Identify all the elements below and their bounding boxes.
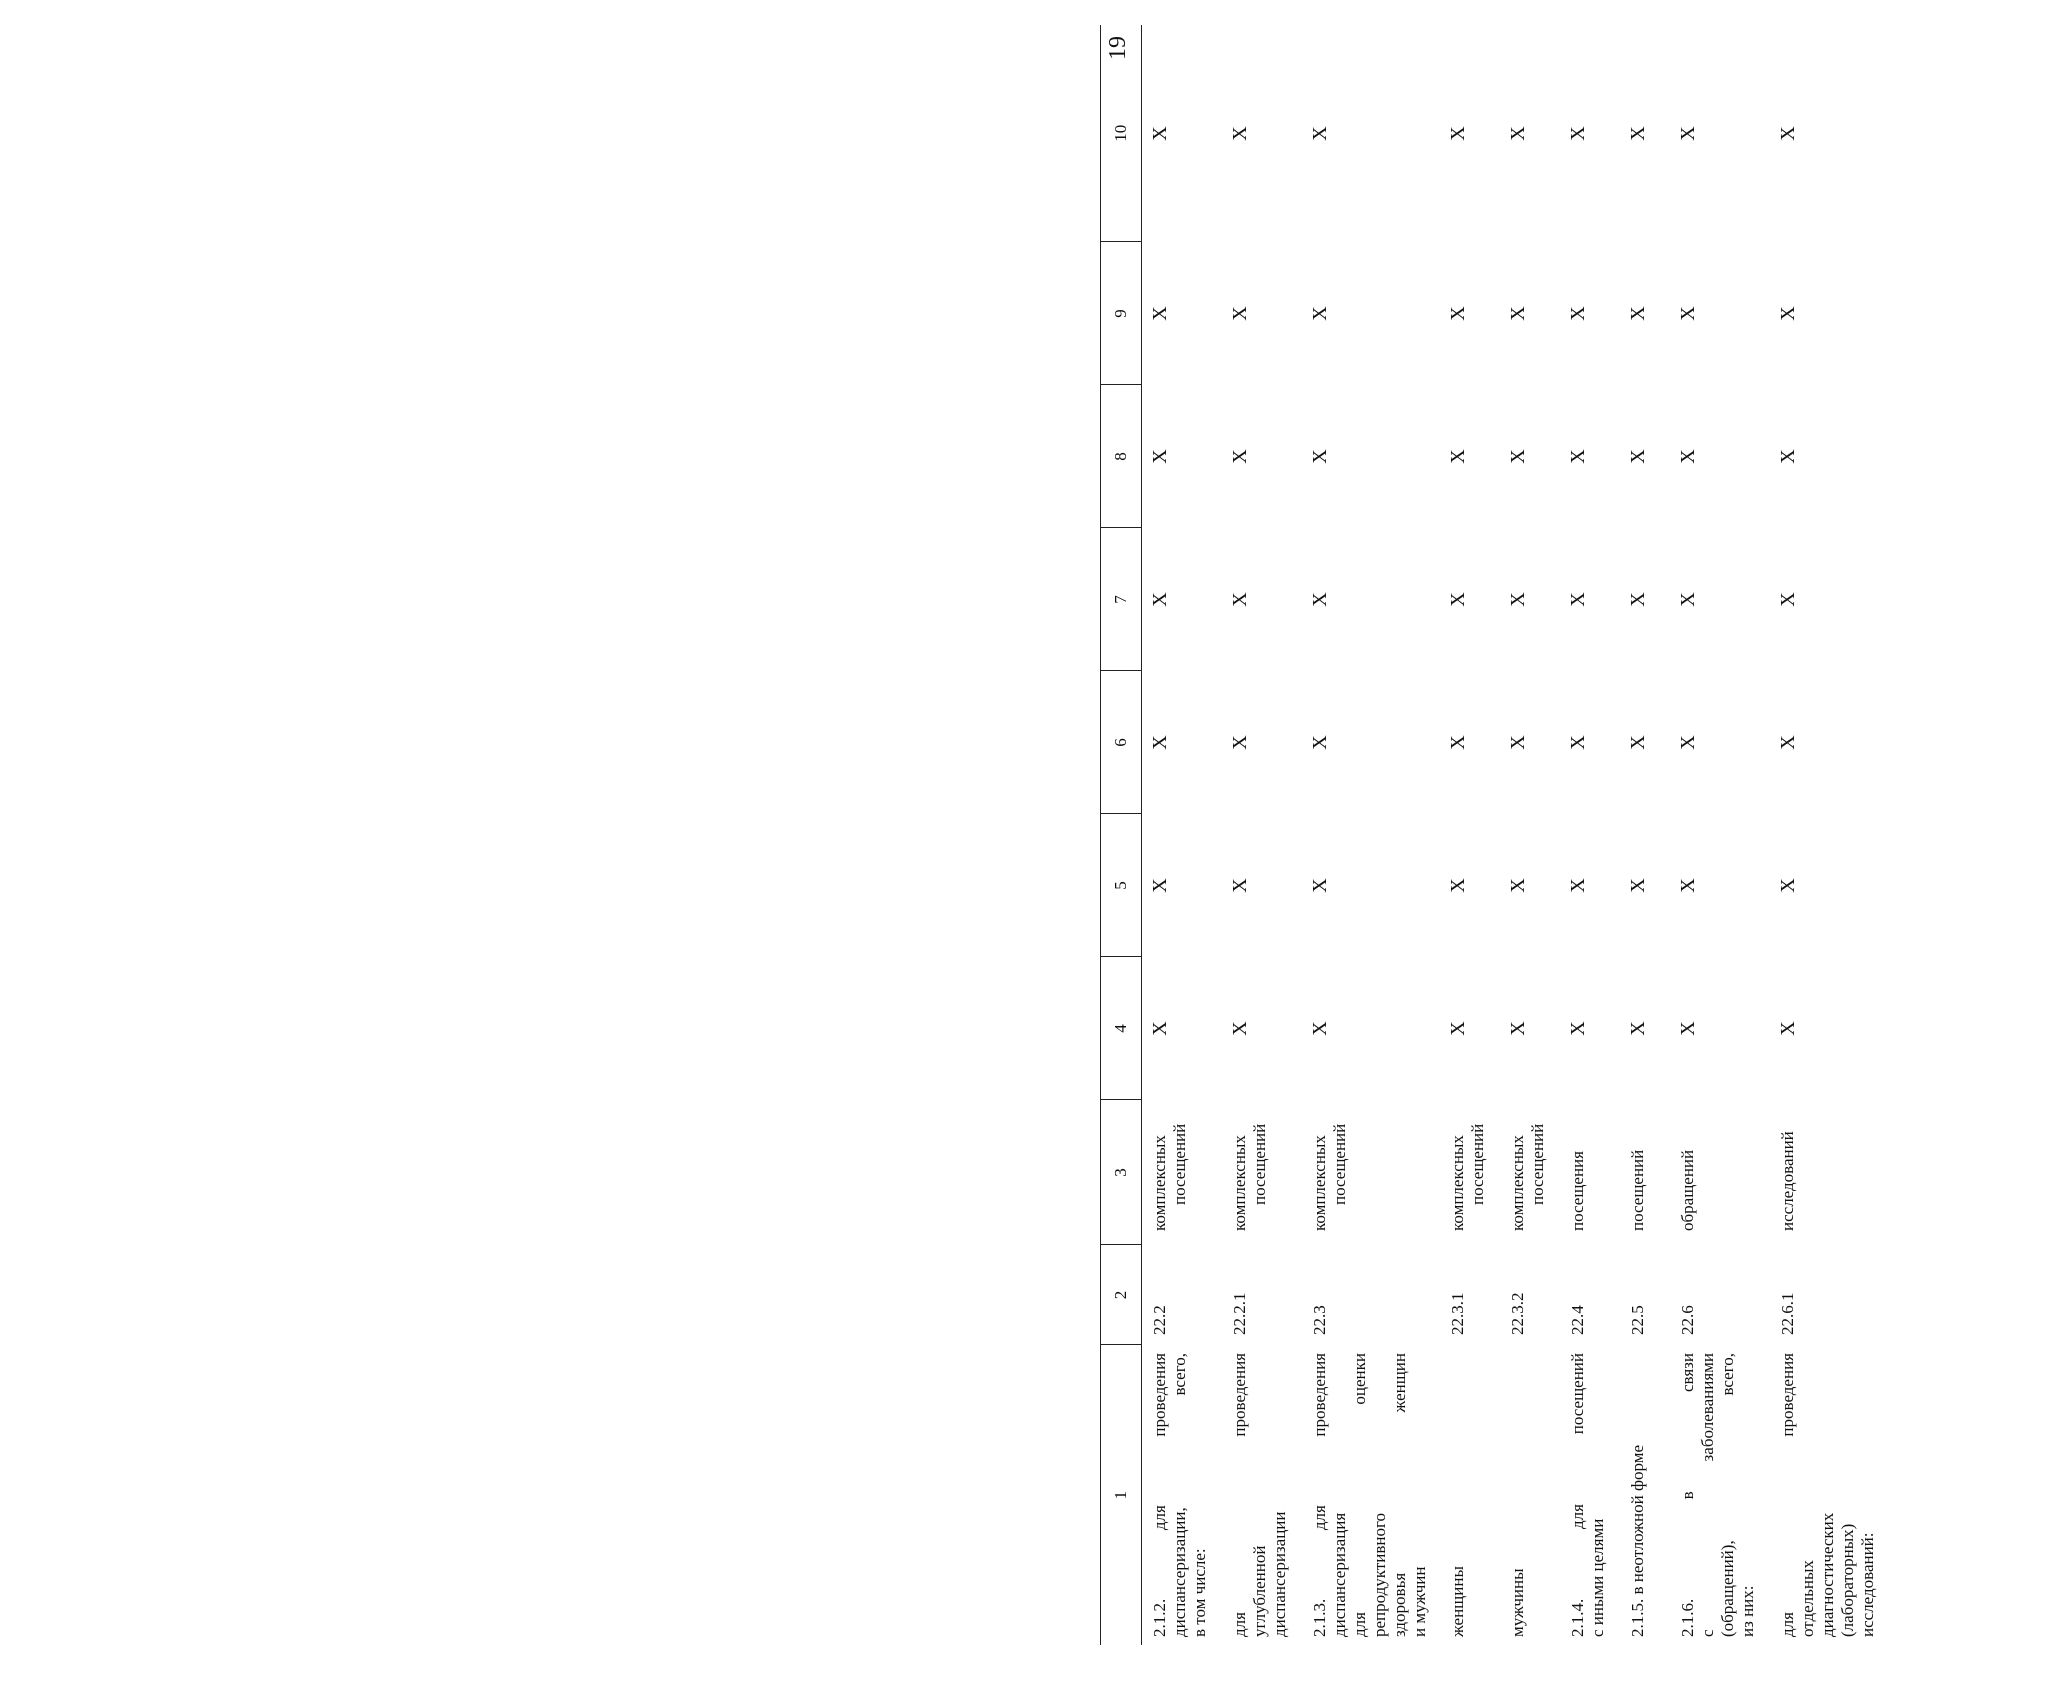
x-mark-cell: Х (1676, 449, 1699, 464)
row-name-cell (1500, 1345, 1560, 1645)
header-row (1101, 25, 1142, 1645)
x-mark-cell: Х (1506, 449, 1529, 464)
row-name-line: (обращений), всего, (1717, 1353, 1737, 1637)
row-unit-line: посещений (1170, 1123, 1189, 1205)
page-number: 19 (1105, 36, 1131, 60)
row-name-line: 2.1.3. для проведения (1309, 1353, 1329, 1637)
row-name-cell (1770, 1345, 1882, 1645)
table-body (1142, 25, 1882, 1645)
row-name-line: углубленной (1249, 1545, 1269, 1637)
x-mark-cell: Х (1149, 306, 1171, 321)
x-mark-cell: Х (1446, 735, 1469, 750)
x-mark-cell: Х (1676, 735, 1699, 750)
row-name-line: 2.1.2. для проведения (1150, 1353, 1169, 1637)
row-unit-cell (1142, 1100, 1222, 1245)
row-name-line: (лабораторных) (1837, 1523, 1857, 1637)
row-unit-cell (1222, 1100, 1302, 1245)
row-name-line: и мужчин (1409, 1566, 1429, 1637)
row-unit-line: посещений (1467, 1123, 1487, 1205)
x-mark-cell: Х (1506, 878, 1529, 893)
row-name-cell (1302, 1345, 1440, 1645)
row-unit-cell (1560, 1100, 1620, 1245)
x-mark-cell: Х (1308, 1021, 1331, 1036)
row-code-cell: 22.2 (1150, 1305, 1169, 1335)
row-name-line: в том числе: (1190, 1548, 1209, 1637)
x-mark-cell: Х (1626, 306, 1649, 321)
column-header: 10 (1101, 25, 1142, 242)
column-header: 5 (1101, 814, 1142, 957)
row-unit-cell (1302, 1100, 1440, 1245)
x-mark-cell: Х (1566, 735, 1589, 750)
row-code-cell: 22.2.1 (1229, 1292, 1249, 1335)
column-header: 1 (1101, 1345, 1142, 1645)
row-name-cell (1440, 1345, 1500, 1645)
row-unit-line: комплексных (1309, 1135, 1329, 1231)
row-unit-cell (1670, 1100, 1770, 1245)
row-name-line: с заболеваниями (1697, 1353, 1717, 1637)
row-unit-line: посещений (1329, 1123, 1349, 1205)
row-unit-cell (1500, 1100, 1560, 1245)
x-mark-cell: Х (1626, 735, 1649, 750)
x-mark-cell: Х (1676, 592, 1699, 607)
x-mark-cell: Х (1446, 592, 1469, 607)
row-name-line: диспансеризации, всего, (1170, 1353, 1189, 1637)
x-mark-cell: Х (1149, 878, 1171, 893)
row-name-line: 2.1.6. в связи (1677, 1353, 1697, 1637)
x-mark-cell: Х (1566, 449, 1589, 464)
x-mark-cell: Х (1676, 126, 1699, 141)
row-name-line: с иными целями (1587, 1518, 1607, 1637)
row-name-cell (1670, 1345, 1770, 1645)
table-row (1620, 25, 1670, 1645)
row-name-line: для оценки (1349, 1353, 1369, 1637)
x-mark-cell: Х (1776, 878, 1799, 893)
x-mark-cell: Х (1776, 126, 1799, 141)
row-code-cell: 22.4 (1567, 1305, 1587, 1335)
row-name-line: из них: (1737, 1585, 1757, 1637)
table-row (1670, 25, 1770, 1645)
x-mark-cell: Х (1506, 126, 1529, 141)
x-mark-cell: Х (1308, 592, 1331, 607)
column-header: 4 (1101, 957, 1142, 1100)
x-mark-cell: Х (1506, 592, 1529, 607)
row-name-line: исследований: (1857, 1532, 1877, 1637)
row-name-line: женщины (1447, 1566, 1467, 1637)
row-unit-line: комплексных (1229, 1135, 1249, 1231)
row-name-line: диспансеризации (1269, 1511, 1289, 1637)
x-mark-cell: Х (1446, 1021, 1469, 1036)
row-unit-line: исследований (1777, 1131, 1797, 1231)
row-name-line: мужчины (1507, 1568, 1527, 1637)
row-name-line: диагностических (1817, 1512, 1837, 1637)
row-unit-line: комплексных (1507, 1135, 1527, 1231)
x-mark-cell: Х (1776, 735, 1799, 750)
row-name-line: 2.1.4. для посещений (1567, 1353, 1587, 1637)
x-mark-cell: Х (1228, 592, 1251, 607)
x-mark-cell: Х (1149, 1021, 1171, 1036)
x-mark-cell: Х (1308, 735, 1331, 750)
x-mark-cell: Х (1566, 306, 1589, 321)
table-container (1100, 25, 2060, 1645)
row-name-line: отдельных (1797, 1560, 1817, 1637)
table-row (1440, 25, 1500, 1645)
row-name-line: репродуктивного (1369, 1512, 1389, 1637)
x-mark-cell: Х (1446, 449, 1469, 464)
row-unit-line: комплексных (1447, 1135, 1467, 1231)
x-mark-cell: Х (1149, 735, 1171, 750)
table-row (1560, 25, 1620, 1645)
x-mark-cell: Х (1228, 735, 1251, 750)
x-mark-cell: Х (1626, 592, 1649, 607)
table-row (1302, 25, 1440, 1645)
row-name-cell (1620, 1345, 1670, 1645)
x-mark-cell: Х (1566, 1021, 1589, 1036)
x-mark-cell: Х (1308, 878, 1331, 893)
x-mark-cell: Х (1228, 878, 1251, 893)
column-header: 3 (1101, 1100, 1142, 1245)
x-mark-cell: Х (1308, 306, 1331, 321)
row-name-line: здоровья женщин (1389, 1353, 1409, 1637)
row-unit-line: посещения (1567, 1151, 1587, 1231)
row-code-cell: 22.3.1 (1447, 1292, 1467, 1335)
x-mark-cell: Х (1308, 126, 1331, 141)
row-name-line: диспансеризация (1329, 1512, 1349, 1637)
row-unit-line: посещений (1627, 1149, 1647, 1231)
row-name-line: для проведения (1229, 1353, 1249, 1637)
row-code-cell: 22.6.1 (1777, 1292, 1797, 1335)
x-mark-cell: Х (1626, 126, 1649, 141)
x-mark-cell: Х (1626, 1021, 1649, 1036)
column-header: 2 (1101, 1245, 1142, 1345)
x-mark-cell: Х (1228, 306, 1251, 321)
row-unit-line: посещений (1249, 1123, 1269, 1205)
x-mark-cell: Х (1149, 126, 1171, 141)
row-code-cell: 22.5 (1627, 1305, 1647, 1335)
table-row (1142, 25, 1222, 1645)
x-mark-cell: Х (1676, 306, 1699, 321)
x-mark-cell: Х (1506, 306, 1529, 321)
x-mark-cell: Х (1228, 449, 1251, 464)
x-mark-cell: Х (1506, 735, 1529, 750)
x-mark-cell: Х (1506, 1021, 1529, 1036)
x-mark-cell: Х (1228, 126, 1251, 141)
x-mark-cell: Х (1566, 878, 1589, 893)
column-header: 9 (1101, 242, 1142, 385)
row-name-cell (1142, 1345, 1222, 1645)
row-code-cell: 22.3 (1309, 1305, 1329, 1335)
x-mark-cell: Х (1676, 878, 1699, 893)
x-mark-cell: Х (1776, 306, 1799, 321)
table-row (1770, 25, 1882, 1645)
x-mark-cell: Х (1149, 449, 1171, 464)
x-mark-cell: Х (1776, 449, 1799, 464)
x-mark-cell: Х (1446, 126, 1469, 141)
x-mark-cell: Х (1149, 592, 1171, 607)
row-unit-line: посещений (1527, 1123, 1547, 1205)
row-name-line: для проведения (1777, 1353, 1797, 1637)
row-code-cell: 22.6 (1677, 1305, 1697, 1335)
x-mark-cell: Х (1566, 592, 1589, 607)
x-mark-cell: Х (1626, 449, 1649, 464)
x-mark-cell: Х (1676, 1021, 1699, 1036)
row-name-line: 2.1.5. в неотложной форме (1627, 1444, 1647, 1637)
column-header: 7 (1101, 528, 1142, 671)
x-mark-cell: Х (1776, 592, 1799, 607)
x-mark-cell: Х (1776, 1021, 1799, 1036)
table-row (1500, 25, 1560, 1645)
row-name-cell (1222, 1345, 1302, 1645)
x-mark-cell: Х (1446, 306, 1469, 321)
x-mark-cell: Х (1308, 449, 1331, 464)
data-table (1100, 25, 1882, 1645)
row-unit-line: комплексных (1150, 1135, 1169, 1231)
x-mark-cell: Х (1228, 1021, 1251, 1036)
row-unit-cell (1770, 1100, 1882, 1245)
x-mark-cell: Х (1446, 878, 1469, 893)
row-unit-cell (1620, 1100, 1670, 1245)
x-mark-cell: Х (1626, 878, 1649, 893)
column-header: 8 (1101, 385, 1142, 528)
row-name-cell (1560, 1345, 1620, 1645)
x-mark-cell: Х (1566, 126, 1589, 141)
row-unit-cell (1440, 1100, 1500, 1245)
column-header: 6 (1101, 671, 1142, 814)
table-row (1222, 25, 1302, 1645)
row-code-cell: 22.3.2 (1507, 1292, 1527, 1335)
row-unit-line: обращений (1677, 1149, 1697, 1231)
